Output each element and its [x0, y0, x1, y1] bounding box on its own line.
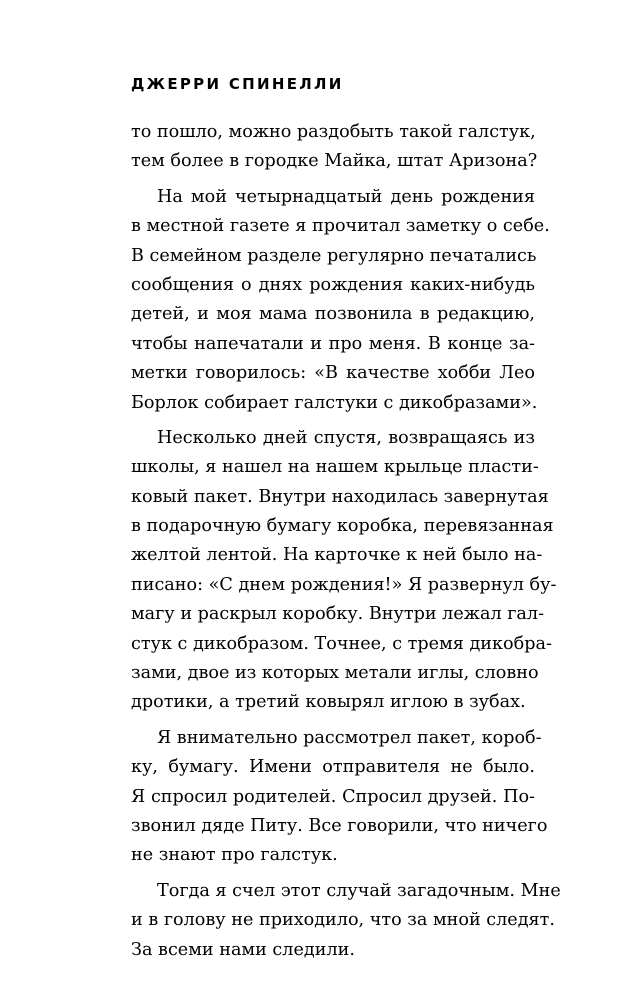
text-line: Я спросил родителей. Спросил друзей. По- [131, 786, 535, 807]
text-line: Я внимательно рассмотрел пакет, короб- [157, 727, 542, 748]
text-line: школы, я нашел на нашем крыльце пласти- [131, 457, 539, 478]
text-line: детей, и моя мама позвонила в редакцию, [131, 304, 535, 325]
text-line: тем более в городке Майка, штат Аризона? [131, 151, 538, 172]
running-head-author: ДЖЕРРИ СПИНЕЛЛИ [131, 75, 344, 93]
paragraph [131, 724, 548, 871]
text-line: магу и раскрыл коробку. Внутри лежал гал- [131, 604, 545, 625]
text-line: метки говорилось: «В качестве хобби Лео [131, 363, 535, 384]
text-line: звонил дяде Питу. Все говорили, что ничего [131, 815, 548, 836]
text-line: ковый пакет. Внутри находилась завернутая [131, 486, 549, 507]
text-line: то пошло, можно раздобыть такой галстук, [131, 122, 536, 142]
text-line: Тогда я счел этот случай загадочным. Мне [157, 880, 561, 901]
text-line: зами, двое из которых метали иглы, словно [131, 663, 539, 684]
text-line: Несколько дней спустя, возвращаясь из [157, 427, 535, 448]
text-line: в подарочную бумагу коробка, перевязанная [131, 516, 554, 537]
text-line: в местной газете я прочитал заметку о себе. [131, 216, 550, 237]
paragraph [131, 183, 550, 418]
text-line: В семейном разделе регулярно печатались [131, 245, 537, 266]
paragraph [131, 118, 538, 177]
text-line: и в голову не приходило, что за мной следят. [131, 910, 555, 931]
paragraph [131, 424, 557, 718]
body-text [131, 118, 561, 965]
text-line: не знают про галстук. [131, 845, 338, 866]
text-line: Борлок собирает галстуки с дикобразами». [131, 392, 538, 413]
text-line: дротики, а третий ковырял иглою в зубах. [131, 692, 526, 713]
text-line: На мой четырнадцатый день рождения [157, 186, 535, 207]
text-line: ку, бумагу. Имени отправителя не было. [131, 757, 535, 778]
text-line: За всеми нами следили. [131, 939, 355, 960]
text-line: писано: «С днем рождения!» Я развернул бу- [131, 574, 557, 595]
paragraph [131, 877, 561, 965]
text-line: желтой лентой. На карточке к ней было на- [131, 545, 543, 566]
text-line: сообщения о днях рождения каких-нибудь [131, 274, 535, 295]
text-line: чтобы напечатали и про меня. В конце за- [131, 333, 535, 354]
text-line: стук с дикобразом. Точнее, с тремя дикобра- [131, 633, 552, 654]
